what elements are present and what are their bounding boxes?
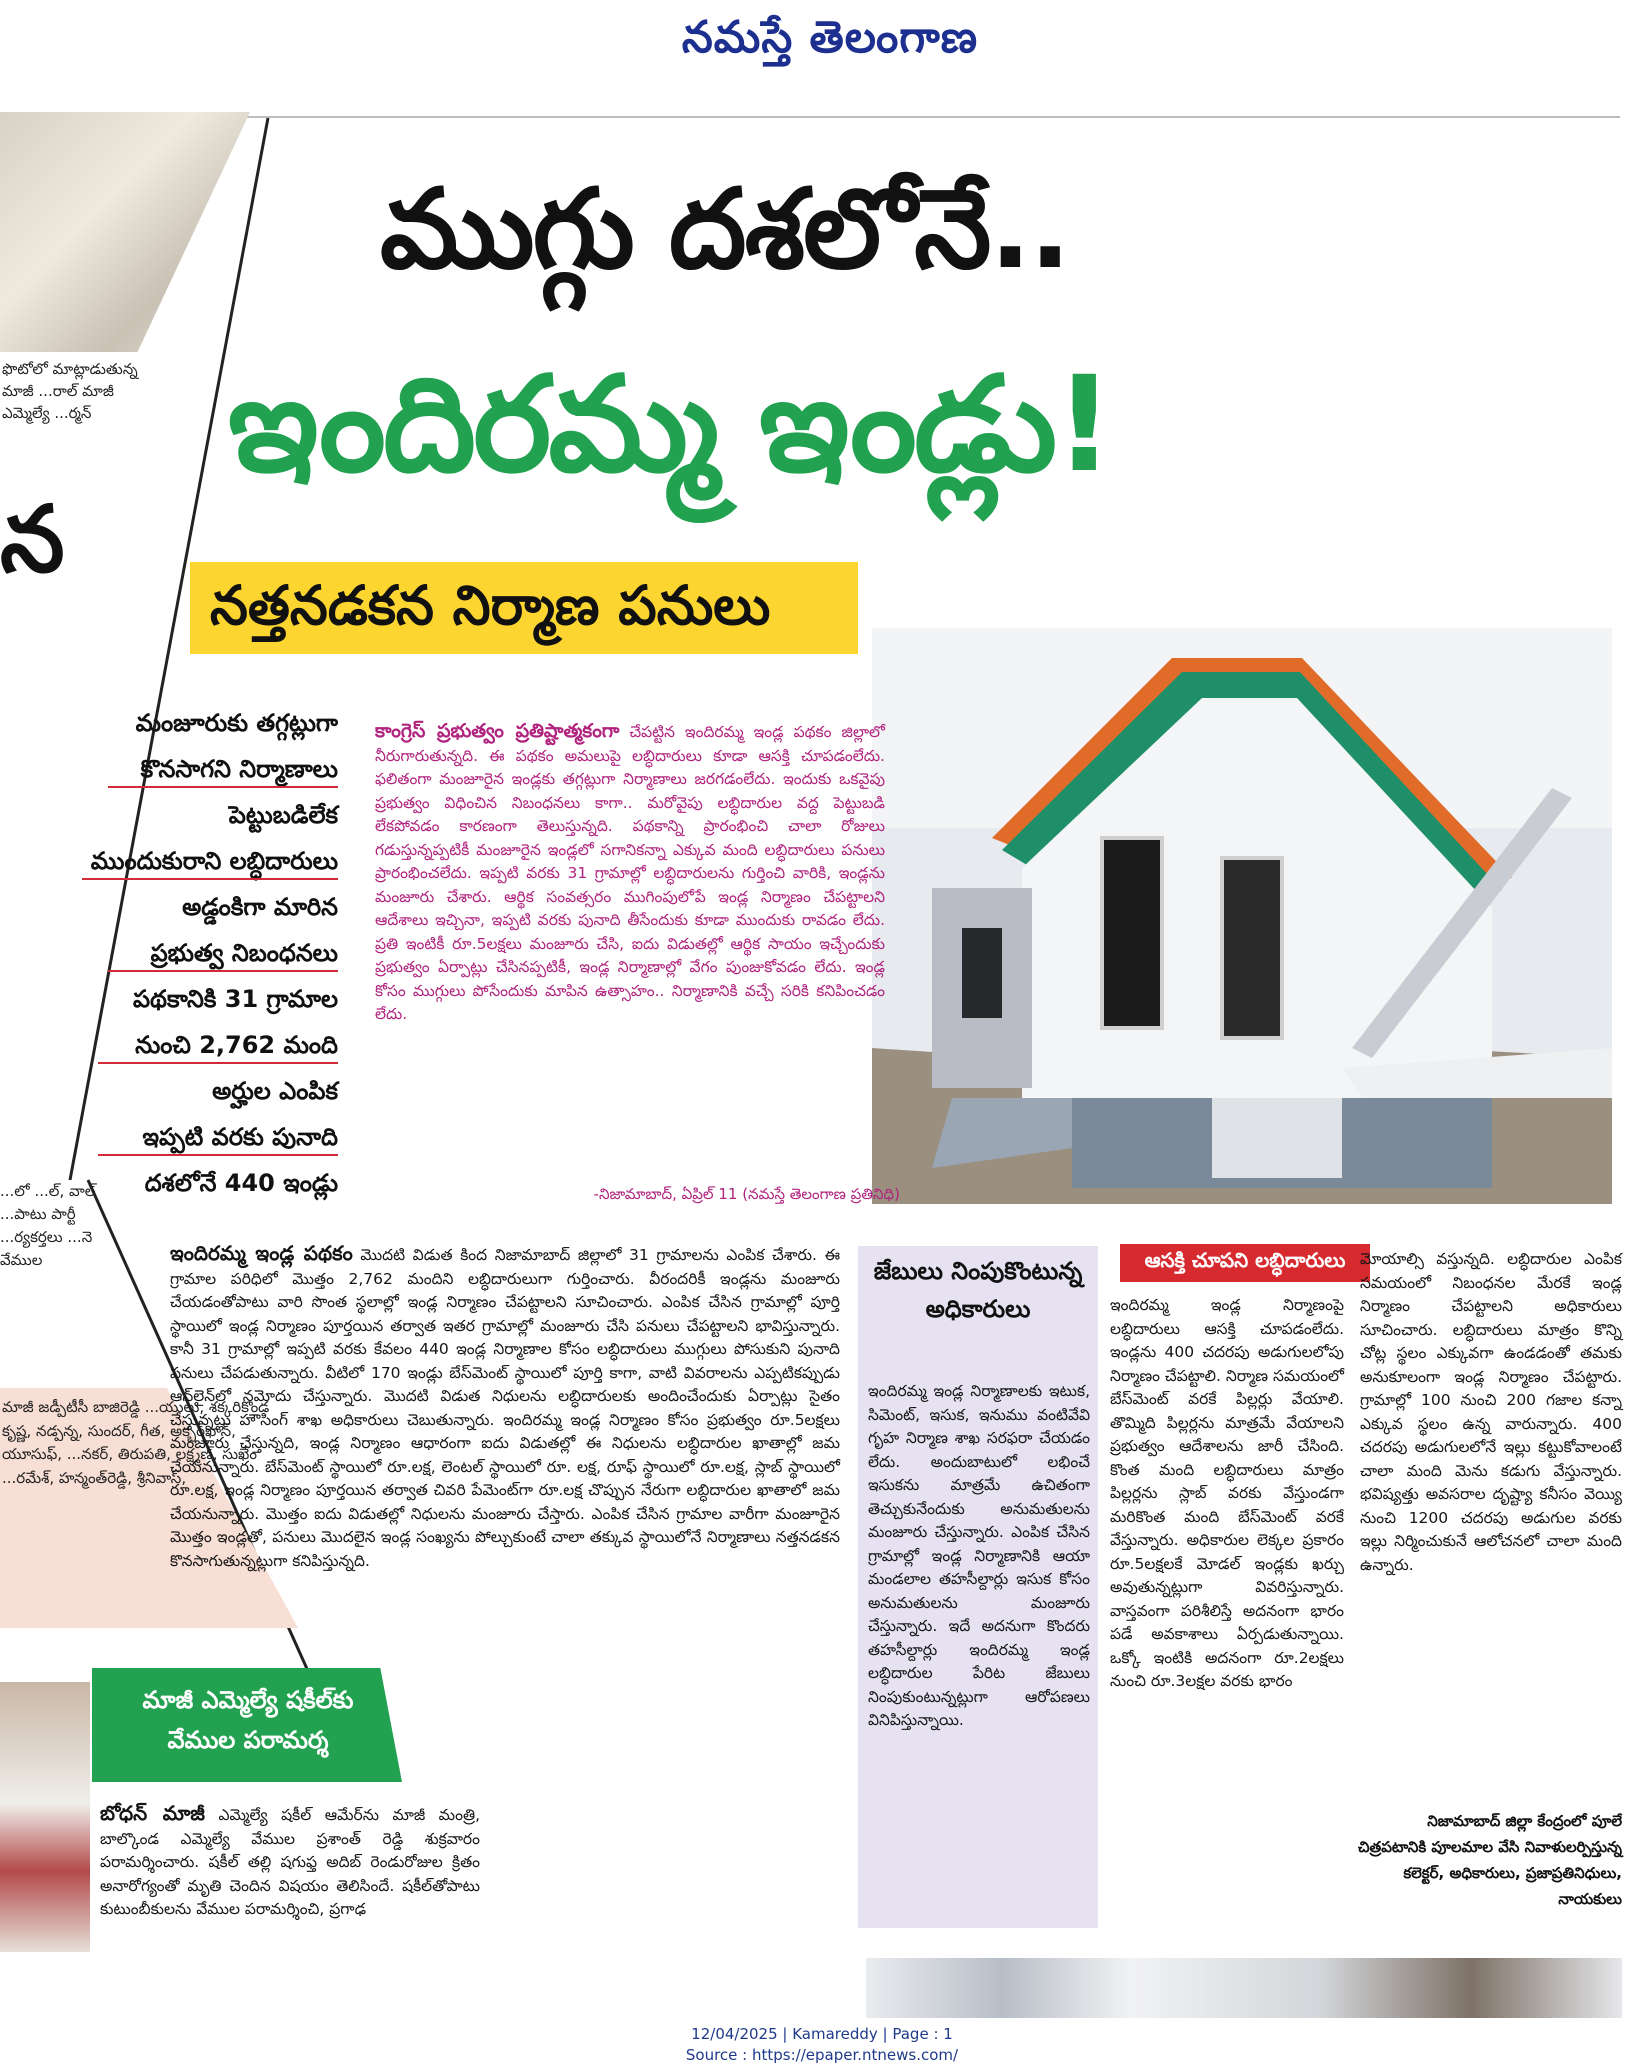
photo-caption-line: నిజామాబాద్ జిల్లా కేంద్రంలో పూలే — [1427, 1812, 1622, 1830]
highlight-point: అర్హుల ఎంపిక — [212, 1077, 338, 1105]
highlight-point: ఇప్పటి వరకు పునాది — [142, 1123, 338, 1151]
intro-lead: కాంగ్రెస్ ప్రభుత్వం ప్రతిష్టాత్మకంగా — [375, 720, 620, 742]
left-person-photo — [0, 1682, 90, 1952]
photo-caption-line: నాయకులు — [1558, 1890, 1622, 1908]
highlight-point: ముందుకురాని లబ్ధిదారులు — [90, 847, 338, 875]
left-photo-caption: ఫొటోలో మాట్లాడుతున్న మాజీ ...రాల్ మాజీ ఎమ్మెల్యే ...ర్మన్ — [2, 360, 138, 422]
pink-name-list: మాజీ జడ్పీటీసీ బాజిరెడ్డి ...యులు, శక్కరికొండ కృష్ణ, నడ్పన్న, సుందర్, గీత, అక్బర్‌ఖాన్, యూసుఫ్, ...నకర్, తిరుపతి, లక్ష్మణ్, సుఖేం ...రమేశ్, హన్మంత్‌రెడ్డి, శ్రీనివాస్, — [2, 1398, 270, 1487]
green-headline: మాజీ ఎమ్మెల్యే షకీల్‌కు వేముల పరామర్శ — [142, 1686, 354, 1754]
highlight-point: కొనసాగని నిర్మాణాలు — [140, 755, 338, 783]
green-article-body: ఎమ్మెల్యే షకీల్ ఆమేర్‌ను మాజీ మంత్రి, బాల్కొండ ఎమ్మెల్యే వేముల ప్రశాంత్ రెడ్డి శుక్రవారం పరామర్శించారు. షకీల్ తల్లి షగుఫ్త అదిబ్ రెండురోజుల క్రితం అనారోగ్యంతో మృతి చెందిన విషయం తెలిసిందే. షకీల్‌తోపాటు కుటుంబీకులను వేముల పరామర్శించి, ప్రగాఢ — [100, 1806, 480, 1918]
page-footer — [0, 2024, 1644, 2066]
event-photo — [866, 1958, 1622, 2018]
highlight-underline — [82, 878, 338, 880]
purple-sidebar-body: ఇందిరమ్మ ఇండ్ల నిర్మాణాలకు ఇటుక, సిమెంట్, ఇసుక, ఇనుము వంటివేవి గృహ నిర్మాణ శాఖ సరఫరా చేయడం లేదు. అందుబాటులో లభించే ఇసుకను మాత్రమే ఉచితంగా తెచ్చుకునేందుకు అనుమతులను మంజూరు చేస్తున్నారు. ఎంపిక చేసిన గ్రామాల్లో ఇండ్ల నిర్మాణానికి ఆయా మండలాల తహసీల్దార్లు ఇసుక కోసం అనుమతులను మంజూరు చేస్తున్నారు. ఇదే అదనుగా కొందరు తహసీల్దార్లు ఇందిరమ్మ ఇండ్ల లబ్ధిదారుల పేరిట జేబులు నింపుకుంటున్నట్లుగా ఆరోపణలు వినిపిస్తున్నాయి. — [868, 1382, 1090, 1729]
photo-caption-line: చిత్రపటానికి పూలమాల వేసి నివాళులర్పిస్తున్న — [1358, 1838, 1622, 1856]
purple-sidebar-title: జేబులు నింపుకొంటున్న అధికారులు — [873, 1257, 1083, 1323]
highlight-point: దశలోనే 440 ఇండ్లు — [144, 1169, 338, 1197]
green-article — [100, 1802, 480, 1922]
red-section-tag-label: ఆసక్తి చూపని లబ్ధిదారులు — [1144, 1248, 1346, 1272]
intro-body: చేపట్టిన ఇందిరమ్మ ఇండ్ల పథకం జిల్లాలో నీరుగారుతున్నది. ఈ పథకం అమలుపై లబ్ధిదారులు కూడా ఆసక్తి చూపడంలేదు. ఫలితంగా మంజూరైన ఇండ్లకు తగ్గట్లుగా నిర్మాణాలు జరగడంలేదు. ఇందుకు ఒకవైపు ప్రభుత్వం విధించిన నిబంధనలు కాగా.. మరోవైపు లబ్ధిదారుల వద్ద పెట్టుబడి లేకపోవడం కారణంగా తెలుస్తున్నది. పథకాన్ని ప్రారంభించి చాలా రోజులు గడుస్తున్నప్పటికీ మంజూరైన ఇండ్లలో సగానికన్నా ఎక్కువ మంది లబ్ధిదారులు పనులు ప్రారంభించలేదు. ఇప్పటి వరకు 31 గ్రామాల్లో లబ్ధిదారులను గుర్తించి వారికి, ఇండ్లను మంజూరు చేశారు. ఆర్థిక సంవత్సరం ముగింపులోపే ఇండ్ల నిర్మాణం చేపట్టాలని ఆదేశాలు ఇచ్చినా, ఇప్పటి వరకు పునాది తీసేందుకు కూడా ముందుకు రావడం లేదు. ప్రతి ఇంటికీ రూ.5లక్షలు మంజూరు చేసి, ఐదు విడుతల్లో ఆర్థిక సాయం ఇచ్చేందుకు ప్రభుత్వం ఏర్పాట్లు చేసినప్పటికీ, ఇండ్ల నిర్మాణాల్లో వేగం పుంజుకోవడం లేదు. ఇండ్ల కోసం ముగ్గులు పోసేందుకు మాపిన ఉత్సాహం.. నిర్మాణానికి వచ్చే సరికి కనిపించడం లేదు. — [375, 723, 885, 1023]
red-sidebar-col-1: ఇందిరమ్మ ఇండ్ల నిర్మాణంపై లబ్ధిదారులు ఆసక్తి చూపడంలేదు. ఇండ్లను 400 చదరపు అడుగులలోపు నిర్మాణం చేపట్టాలి. నిర్మాణ సమయంలో బేస్‌మెంట్ వరకే పిల్లర్లు వేయాలి. తొమ్మిది పిల్లర్లను మాత్రమే వేయాలని ప్రభుత్వం ఆదేశాలను జారీ చేసింది. కొంత మంది లబ్ధిదారులు మాత్రం పిల్లర్లను స్లాబ్ వరకు వేస్తుండగా మరికొంత మంది బేస్‌మెంట్ వరకే వేస్తున్నారు. అధికారుల లెక్కల ప్రకారం రూ.5లక్షలకే మోడల్ ఇండ్లకు ఖర్చు అవుతున్నట్లుగా వివరిస్తున్నారు. వాస్తవంగా పరిశీలిస్తే అదనంగా భారం పడే అవకాశాలు ఏర్పడుతున్నాయి. ఒక్కో ఇంటికి అదనంగా రూ.2లక్షలు నుంచి రూ.3లక్షల వరకు భారం — [1110, 1296, 1344, 1690]
main-article-lead: ఇందిరమ్మ ఇండ్ల పథకం — [170, 1241, 353, 1265]
highlight-point: పెట్టుబడిలేక — [228, 801, 338, 829]
photo-caption-line: కలెక్టర్, అధికారులు, ప్రజాప్రతినిధులు, — [1403, 1864, 1622, 1882]
highlight-underline — [98, 1062, 338, 1064]
photo-caption — [1270, 1808, 1622, 1912]
subhead-text: నత్తనడకన నిర్మాణ పనులు — [210, 574, 771, 637]
footer-date-page: 12/04/2025 | Kamareddy | Page : 1 — [691, 2025, 953, 2043]
green-article-lead: బోధన్ మాజీ — [100, 1801, 205, 1825]
highlight-point: పథకానికి 31 గ్రామాల — [132, 985, 338, 1013]
red-sidebar-col-2: మోయాల్సి వస్తున్నది. లబ్ధిదారుల ఎంపిక సమయంలో నిబంధనల మేరకే ఇండ్ల నిర్మాణం చేపట్టాలని అధికారులు సూచించారు. లబ్ధిదారులు మాత్రం కొన్ని చోట్ల స్థలం ఎక్కువగా ఉండడంతో తమకు అనుకూలంగా ఇండ్ల నిర్మాణం చేపట్టారు. గ్రామాల్లో 100 నుంచి 200 గజాల కన్నా ఎక్కువ స్థలం ఉన్న వారున్నారు. 400 చదరపు అడుగులలోనే ఇల్లు కట్టుకోవాలంటే చాలా మంది మెను కడుగు వేస్తున్నారు. భవిష్యత్తు అవసరాల దృష్ట్యా కనీసం వెయ్యి నుంచి 1200 చదరపు అడుగుల వరకు ఇల్లు నిర్మించుకునే ఆలోచనలో చాలా మంది ఉన్నారు. — [1360, 1250, 1622, 1574]
left-headline-fragment: న — [0, 486, 65, 593]
highlight-point: ప్రభుత్వ నిబంధనలు — [150, 939, 338, 967]
highlight-underline — [98, 1154, 338, 1156]
highlight-point: మంజూరుకు తగ్గట్లుగా — [135, 709, 338, 737]
dateline: -నిజామాబాద్, ఏప్రిల్ 11 (నమస్తే తెలంగాణ ప్రతినిధి) — [593, 1185, 900, 1203]
highlight-underline — [108, 970, 338, 972]
highlight-point: అడ్డంకిగా మారిన — [182, 893, 338, 921]
house-photo — [872, 628, 1612, 1204]
left-article-fragment: ...లో ...ల్, వాల్ ...పాటు పార్టీ ...ర్యకర్తలు ...నె వేముల — [0, 1182, 96, 1269]
highlight-point: నుంచి 2,762 మంది — [135, 1031, 338, 1059]
main-article-body: మొదటి విడుత కింద నిజామాబాద్ జిల్లాలో 31 గ్రామాలను ఎంపిక చేశారు. ఈ గ్రామాల పరిధిలో మొత్తం 2,762 మందిని లబ్ధిదారులుగా గుర్తించారు. వీరందరికీ ఇండ్లను మంజూరు చేయడంతోపాటు వారి సొంత స్థలాల్లో ఇండ్ల నిర్మాణం చేపట్టాలని సూచించారు. ఎంపిక చేసిన గ్రామాల్లో పూర్తి స్థాయిలో ఇండ్ల నిర్మాణం పూర్తయిన తర్వాత ఇతర గ్రామాల్లో మంజూరు చేసి పనులు చేపట్టాలని భావిస్తున్నారు. కానీ 31 గ్రామాల్లో ఇప్పటి వరకు కేవలం 440 ఇండ్ల నిర్మాణాల కోసం లబ్ధిదారులు ముగ్గులు పోసుకుని పునాది పనులు చేపడుతున్నారు. వీటిలో 170 ఇండ్లు బేస్‌మెంట్ స్థాయిలో పూర్తి కాగా, వాటి వివరాలను ఎప్పటికప్పుడు ఆన్‌లైన్‌లో నమోదు చేస్తున్నారు. మొదటి విడుత నిధులను లబ్ధిదారులకు అందించేందుకు ఏర్పాట్లు సైతం చేస్తున్నట్లు హౌసింగ్ శాఖ అధికారులు చెబుతున్నారు. ఇందిరమ్మ ఇండ్ల నిర్మాణం కోసం ప్రభుత్వం రూ.5లక్షలు మంజూరు చేస్తున్నది, ఇండ్ల నిర్మాణం ఆధారంగా ఐదు విడుతల్లో ఈ నిధులను లబ్ధిదారుల ఖాతాల్లో జమ చేయనున్నారు. బేస్‌మెంట్ స్థాయిలో రూ.లక్ష, లెంటల్ స్థాయిలో రూ. లక్ష, రూఫ్ స్థాయిలో రూ.లక్ష, స్లాబ్ స్థాయిలో రూ.లక్ష, ఇండ్ల నిర్మాణం పూర్తయిన తర్వాత చివరి పేమెంట్‌గా రూ.లక్ష చొప్పున నేరుగా లబ్ధిదారుల ఖాతాలో జమ చేయనున్నారు. మొత్తం ఐదు విడుతల్లో నిధులను మంజూరు చేస్తారు. ఎంపిక చేసిన గ్రామాల వారీగా మంజూరైన మొత్తం ఇండ్లతో, పనులు మొదలైన ఇండ్ల సంఖ్యను పోల్చుకుంటే చాలా తక్కువ స్థాయిలోనే నిర్మాణాలు నత్తనడకన కొనసాగుతున్నట్లుగా కనిపిస్తున్నది. — [170, 1246, 841, 1570]
highlight-underline — [108, 786, 338, 788]
masthead-logo: నమస్తే తెలంగాణ — [681, 12, 979, 63]
headline-line-2: ఇందిరమ్మ ఇండ్లు! — [228, 348, 1112, 502]
intro-paragraph — [375, 720, 885, 1027]
main-article — [170, 1242, 840, 1573]
footer-source[interactable]: Source : https://epaper.ntnews.com/ — [685, 2046, 959, 2064]
headline-line-1: ముగ్గు దశలోనే.. — [380, 165, 1070, 293]
